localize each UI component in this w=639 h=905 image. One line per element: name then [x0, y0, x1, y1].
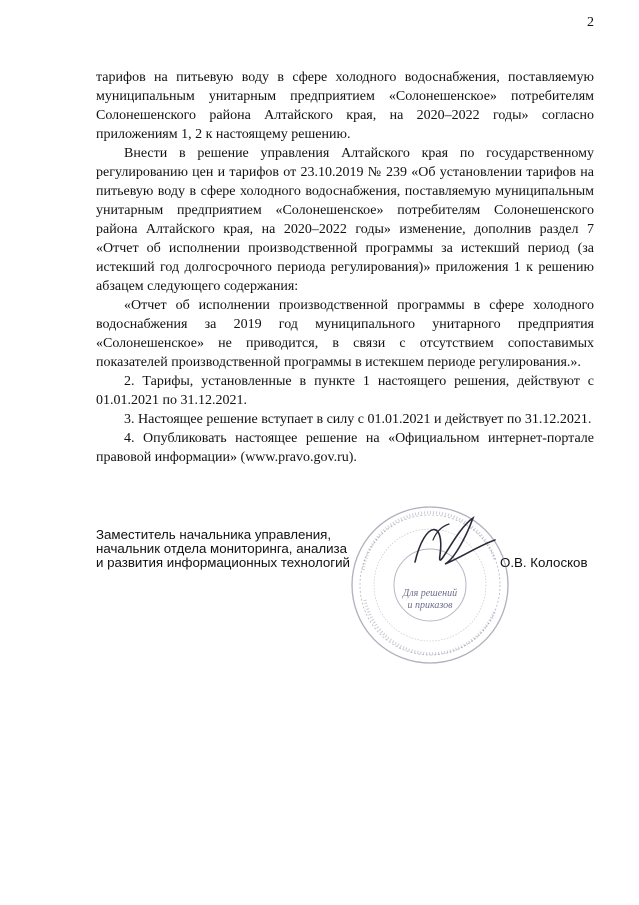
paragraph-item-2: 2. Тарифы, установленные в пункте 1 настоящего решения, действуют с 01.01.2021 по 31.12.2021.: [96, 374, 594, 408]
seal-inner-text-1: Для решений: [402, 588, 458, 599]
handwritten-signature: [415, 518, 495, 564]
paragraph-amendment: Внести в решение управления Алтайского края по государственному регулированию цен и тарифов от 23.10.2019 № 239 «Об установлении тарифов на питьевую воду в сфере холодного водоснабжения, поставляемую муниципальным унитарным предприятием «Солонешенское» потребителям Солонешенского района Алтайского края, на 2020–2022 годы» изменение, дополнив раздел 7 «Отчет об исполнении производственной программы за истекший период (за истекший год долгосрочного периода регулирования)» приложения 1 к решению абзацем следующего содержания:: [96, 146, 594, 294]
seal-inner-text-2: и приказов: [407, 600, 453, 611]
signer-title-line-3: и развития информационных технологий: [96, 555, 350, 570]
signer-name: О.В. Колосков: [500, 555, 588, 570]
document-body: [96, 68, 594, 467]
paragraph-item-3: 3. Настоящее решение вступает в силу с 01.01.2021 и действует по 31.12.2021.: [124, 412, 592, 427]
signer-title-line-1: Заместитель начальника управления,: [96, 527, 332, 542]
page-number: 2: [587, 15, 594, 30]
official-seal: [345, 500, 515, 670]
signer-title-line-2: начальник отдела мониторинга, анализа: [96, 541, 348, 556]
paragraph-item-4: 4. Опубликовать настоящее решение на «Официальном интернет-портале правовой информации» (www.pravo.gov.ru).: [96, 431, 594, 465]
paragraph-quote: «Отчет об исполнении производственной программы в сфере холодного водоснабжения за 2019 год муниципального унитарного предприятия «Солонешенское» не приводится, в связи с отсутствием сопоставимых показателей производственной программы в истекшем периоде регулирования.».: [96, 298, 594, 370]
paragraph-continuation: тарифов на питьевую воду в сфере холодного водоснабжения, поставляемую муниципальным унитарным предприятием «Солонешенское» потребителям Солонешенского района Алтайского края, на 2020–2022 годы» согласно приложениям 1, 2 к настоящему решению.: [96, 70, 594, 142]
